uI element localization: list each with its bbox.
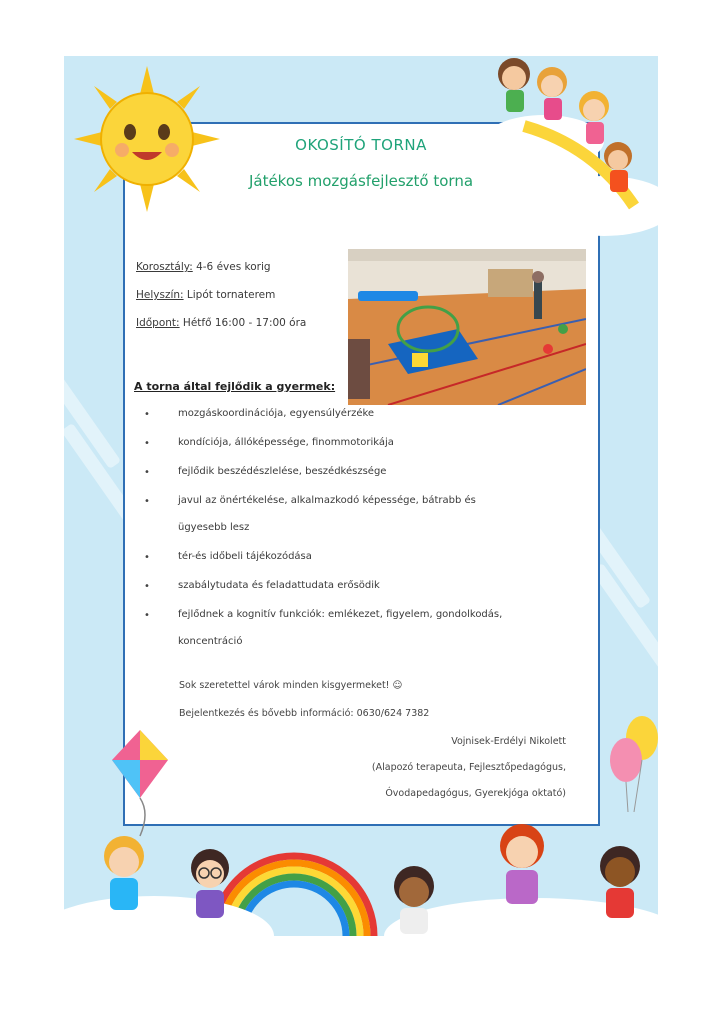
info-time-value: Hétfő 16:00 - 17:00 óra: [179, 317, 307, 329]
page-title: OKOSÍTÓ TORNA: [295, 136, 427, 154]
benefit-item: szabálytudata és feladattudata erősödik: [178, 580, 380, 591]
info-location: [136, 289, 275, 301]
closing-greeting: Sok szeretettel várok minden kisgyermeket! ☺: [179, 680, 403, 691]
bullet-dot: •: [144, 409, 150, 420]
benefit-item: fejlődnek a kognitív funkciók: emlékezet, figyelem, gondolkodás,: [178, 609, 503, 620]
info-age: [136, 261, 271, 273]
info-time-label: Időpont:: [136, 317, 180, 329]
bullet-dot: •: [144, 552, 150, 563]
info-age-label: Korosztály:: [136, 261, 193, 273]
kids-on-cloud-illustration: [484, 56, 658, 266]
author-role-line1: (Alapozó terapeuta, Fejlesztőpedagógus,: [371, 762, 566, 773]
benefits-heading: A torna által fejlődik a gyermek:: [134, 380, 336, 393]
bullet-dot: •: [144, 496, 150, 507]
page-subtitle: Játékos mozgásfejlesztő torna: [248, 172, 474, 190]
bullet-dot: •: [144, 467, 150, 478]
benefit-item-continued: koncentráció: [178, 636, 243, 647]
bullet-dot: •: [144, 438, 150, 449]
info-time: [136, 317, 306, 329]
benefit-item: mozgáskoordinációja, egyensúlyérzéke: [178, 408, 375, 419]
author-role-line2: Óvodapedagógus, Gyerekjóga oktató): [385, 788, 566, 799]
benefit-item: tér-és időbeli tájékozódása: [178, 551, 312, 562]
info-age-value: 4-6 éves korig: [192, 261, 271, 273]
benefit-item-continued: ügyesebb lesz: [178, 522, 250, 533]
bullet-dot: •: [144, 581, 150, 592]
closing-contact: Bejelentkezés és bővebb információ: 0630/624 7382: [179, 708, 430, 719]
info-location-label: Helyszín:: [136, 289, 184, 301]
info-location-value: Lipót tornaterem: [183, 289, 276, 301]
kids-rainbow-illustration: [64, 796, 658, 936]
bullet-dot: •: [144, 610, 150, 621]
author-name: Vojnisek-Erdélyi Nikolett: [451, 736, 566, 747]
poster: [64, 56, 658, 936]
benefit-item: javul az önértékelése, alkalmazkodó képessége, bátrabb és: [178, 495, 476, 506]
benefit-item: fejlődik beszédészlelése, beszédkészsége: [178, 466, 387, 477]
benefit-item: kondíciója, állóképessége, finommotorikája: [178, 437, 394, 448]
gym-photo: [348, 249, 586, 405]
